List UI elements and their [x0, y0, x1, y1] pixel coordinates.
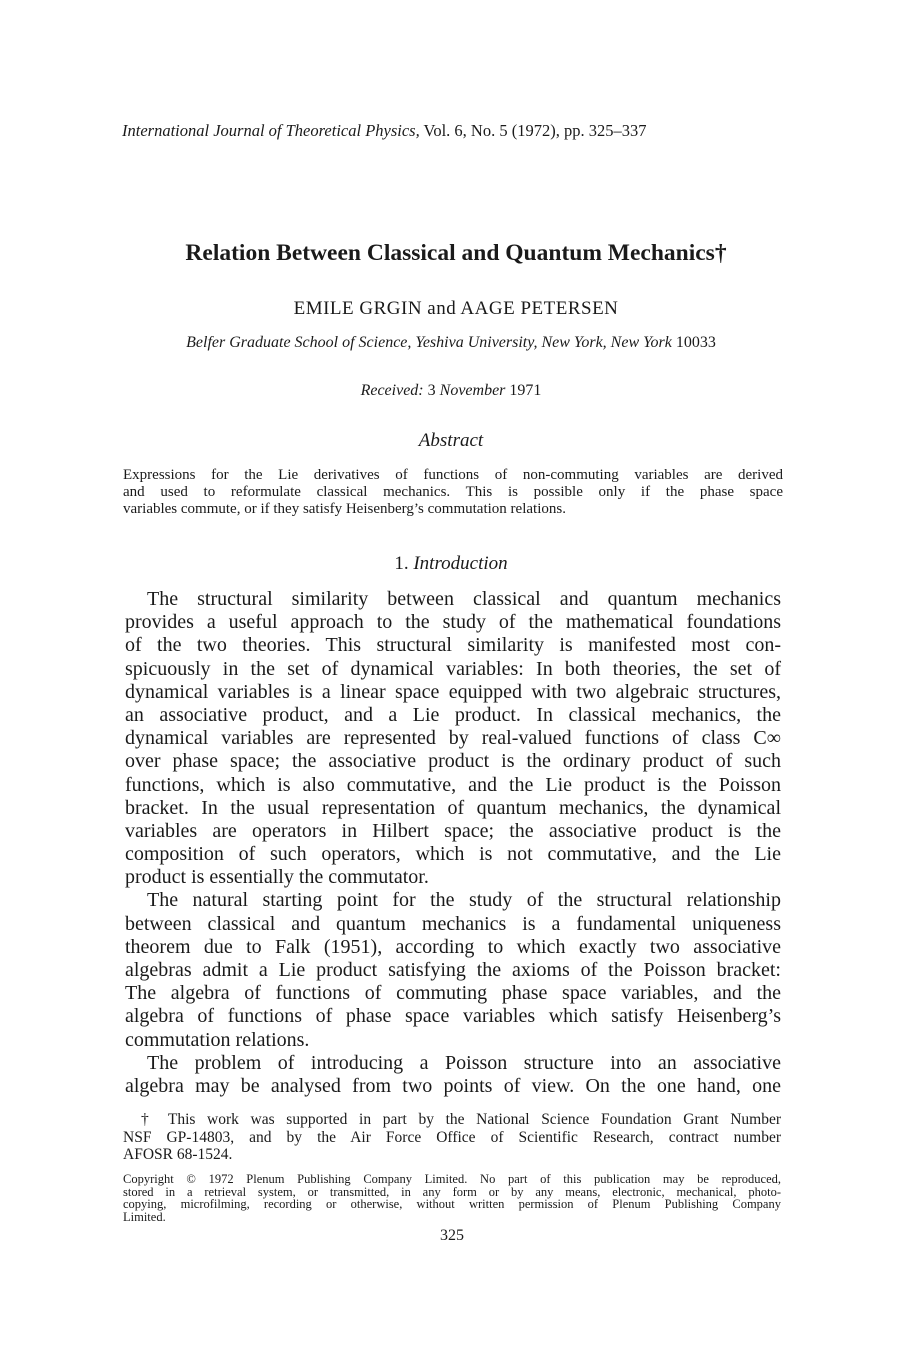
body-line: bracket. In the usual representation of quantum mechanics, the dynamical [125, 796, 781, 819]
body-line: composition of such operators, which is not commutative, and the Lie [125, 843, 781, 866]
body-text [125, 588, 781, 1098]
footnote [123, 1111, 781, 1164]
body-line: commutation relations. [125, 1028, 310, 1051]
abstract-body [123, 467, 783, 518]
body-line: over phase space; the associative product is the ordinary product of such [125, 750, 781, 773]
article-title: Relation Between Classical and Quantum Mechanics† [185, 240, 727, 266]
author-affiliation [0, 334, 901, 352]
body-line: product is essentially the commutator. [125, 866, 429, 889]
body-line: dynamical variables are represented by real-valued functions of class C∞ [125, 727, 781, 750]
body-line: algebras admit a Lie product satisfying the axioms of the Poisson bracket: [125, 959, 781, 981]
body-line: variables are operators in Hilbert space; the associative product is the [125, 819, 781, 842]
copyright-line: stored in a retrieval system, or transmitted, in any form or by any means, electronic, mechanical, photo- [123, 1184, 781, 1199]
journal-citation [122, 121, 822, 141]
footnote-line: AFOSR 68-1524. [123, 1146, 233, 1163]
body-line: The natural starting point for the study of the structural relationship [147, 889, 781, 912]
body-line: an associative product, and a Lie product. In classical mechanics, the [125, 703, 781, 726]
journal-volume-pages: Vol. 6, No. 5 (1972), pp. 325–337 [419, 121, 647, 140]
body-line: The algebra of functions of commuting phase space variables, and the [125, 982, 781, 1005]
received-month: November [439, 382, 506, 399]
body-line: between classical and quantum mechanics is a fundamental uniqueness [125, 912, 781, 935]
received-year: 1971 [505, 382, 542, 399]
copyright-line: copying, microfilming, recording or otherwise, without written permission of Plenum Publishing Company [123, 1197, 781, 1211]
body-line: provides a useful approach to the study of the mathematical foundations [125, 611, 781, 634]
body-line: The problem of introducing a Poisson structure into an associative [147, 1051, 781, 1074]
body-line: The structural similarity between classical and quantum mechanics [147, 588, 781, 610]
section-number: 1. [394, 553, 414, 574]
body-line: spicuously in the set of dynamical variables: In both theories, the set of [125, 657, 781, 680]
copyright-notice [123, 1173, 781, 1223]
abstract-heading: Abstract [418, 430, 484, 451]
section-heading-introduction [0, 553, 901, 575]
affiliation-text: Belfer Graduate School of Science, Yeshiva University, New York, New York [186, 334, 672, 351]
body-line: theorem due to Falk (1951), according to which exactly two associative [125, 935, 781, 958]
footnote-line: † This work was supported in part by the National Science Foundation Grant Number [141, 1111, 781, 1128]
abstract-line: Expressions for the Lie derivatives of functions of non-commuting variables are derived [123, 467, 783, 483]
footnote-line: NSF GP-14803, and by the Air Force Office of Scientific Research, contract number [123, 1128, 781, 1146]
received-date [0, 382, 901, 400]
body-line: of the two theories. This structural similarity is manifested most con- [125, 634, 781, 657]
page-number: 325 [440, 1227, 464, 1244]
body-line: algebra may be analysed from two points of view. On the one hand, one [125, 1074, 781, 1097]
received-label: Received: [360, 382, 424, 399]
abstract-line: and used to reformulate classical mechanics. This is possible only if the phase space [123, 484, 783, 500]
body-line: dynamical variables is a linear space equipped with two algebraic structures, [125, 680, 781, 703]
body-line: algebra of functions of phase space variables which satisfy Heisenberg’s [125, 1005, 781, 1028]
received-day: 3 [423, 382, 440, 399]
copyright-line: Limited. [123, 1209, 166, 1224]
article-authors: EMILE GRGIN and AAGE PETERSEN [293, 298, 619, 319]
journal-name: International Journal of Theoretical Physics, [122, 121, 420, 140]
body-line: functions, which is also commutative, and the Lie product is the Poisson [125, 773, 781, 796]
copyright-line: Copyright © 1972 Plenum Publishing Company Limited. No part of this publication may be reproduced, [123, 1172, 781, 1186]
abstract-line: variables commute, or if they satisfy Heisenberg’s commutation relations. [123, 501, 566, 517]
section-title: Introduction [413, 553, 508, 574]
affiliation-zip: 10033 [671, 334, 716, 351]
